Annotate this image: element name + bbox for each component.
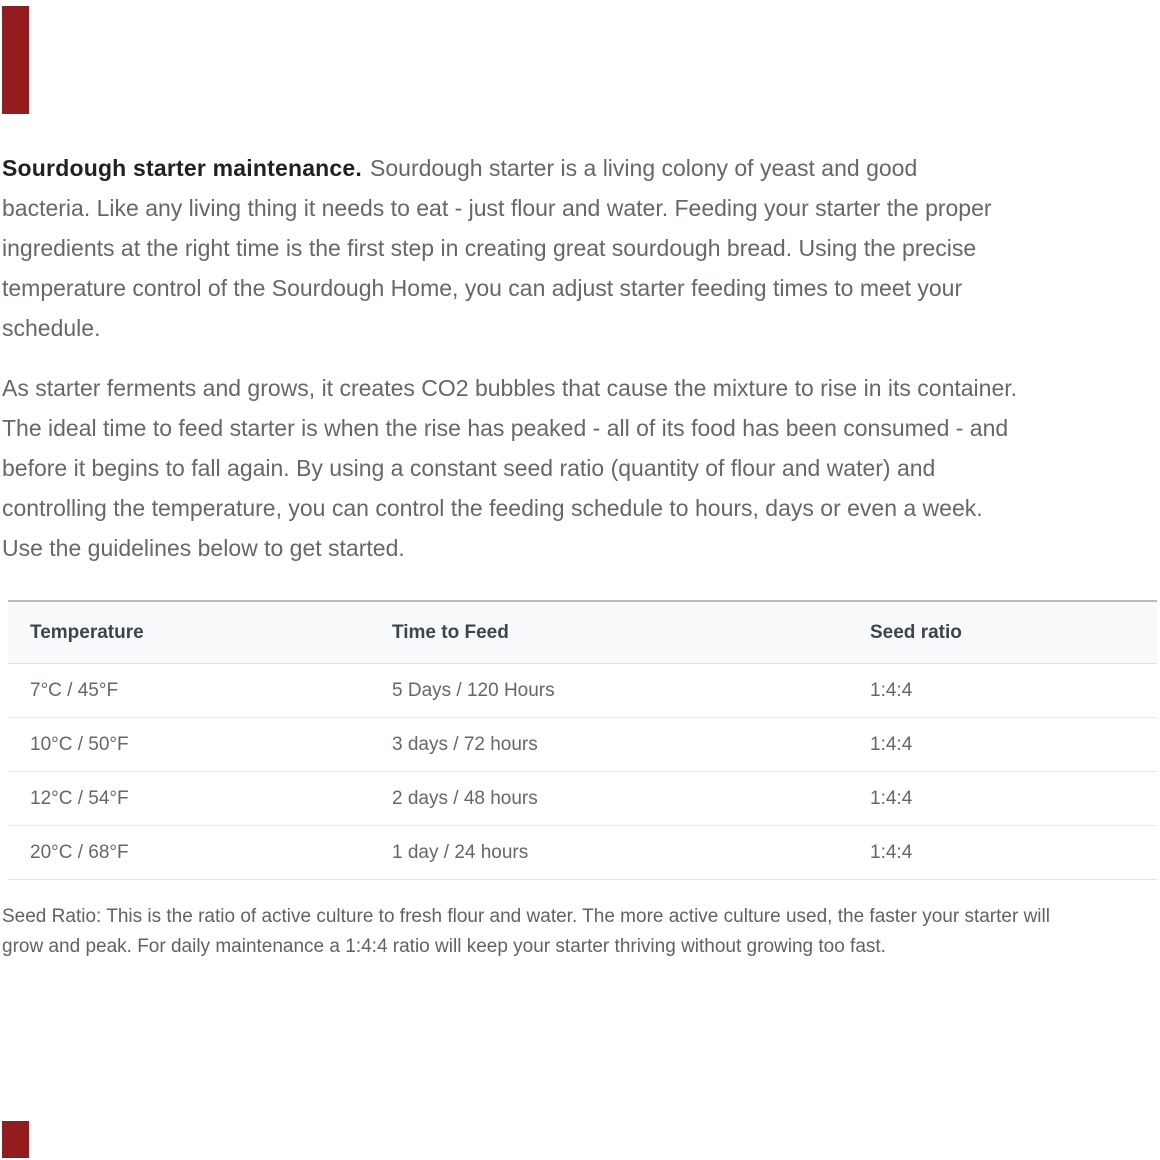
cell-seed-ratio: 1:4:4 <box>848 826 1157 880</box>
column-header-seed-ratio: Seed ratio <box>848 601 1157 664</box>
column-header-temperature: Temperature <box>8 601 370 664</box>
table-row <box>8 826 1157 880</box>
intro-line-2: bacteria. Like any living thing it needs to eat - just flour and water. Feeding your starter the proper <box>2 195 992 221</box>
cell-seed-ratio: 1:4:4 <box>848 772 1157 826</box>
cell-temperature: 7°C / 45°F <box>30 680 119 701</box>
intro-line-3: ingredients at the right time is the first step in creating great sourdough bread. Using the precise <box>2 235 977 261</box>
cell-temperature: 10°C / 50°F <box>8 718 370 772</box>
table-row <box>8 664 1157 718</box>
left-edge-marker-top <box>2 6 29 114</box>
intro-line-4: temperature control of the Sourdough Home, you can adjust starter feeding times to meet your <box>2 275 963 301</box>
column-header-time-to-feed: Time to Feed <box>370 601 848 664</box>
fermentation-line-2: The ideal time to feed starter is when the rise has peaked - all of its food has been consumed - and <box>2 415 1009 441</box>
fermentation-line-1: As starter ferments and grows, it creates CO2 bubbles that cause the mixture to rise in its container. <box>2 375 1018 401</box>
cell-seed-ratio: 1:4:4 <box>870 680 913 701</box>
note-line-2: grow and peak. For daily maintenance a 1:4:4 ratio will keep your starter thriving without growing too fast. <box>2 936 886 957</box>
cell-time-to-feed: 3 days / 72 hours <box>370 718 848 772</box>
cell-temperature: 20°C / 68°F <box>8 826 370 880</box>
cell-seed-ratio: 1:4:4 <box>848 718 1157 772</box>
intro-line-1 <box>2 148 1158 188</box>
fermentation-paragraph <box>2 368 1158 568</box>
table-row <box>8 718 1157 772</box>
cell-time-to-feed: 1 day / 24 hours <box>370 826 848 880</box>
article-body <box>2 148 1158 962</box>
intro-paragraph <box>2 148 1158 348</box>
cell-time-to-feed: 2 days / 48 hours <box>370 772 848 826</box>
cell-time-to-feed: 5 Days / 120 Hours <box>392 680 555 701</box>
note-line-1: Seed Ratio: This is the ratio of active culture to fresh flour and water. The more active culture used, the faster your starter will <box>2 906 1050 927</box>
seed-ratio-note <box>2 902 1158 962</box>
table-header-row <box>8 601 1157 664</box>
cell-temperature: 12°C / 54°F <box>8 772 370 826</box>
fermentation-line-3: before it begins to fall again. By using a constant seed ratio (quantity of flour and water) and <box>2 455 936 481</box>
page-title: Sourdough starter maintenance. <box>2 155 363 181</box>
intro-line-1-text: Sourdough starter is a living colony of yeast and good <box>370 155 918 181</box>
fermentation-line-5: Use the guidelines below to get started. <box>2 535 405 561</box>
fermentation-line-4: controlling the temperature, you can control the feeding schedule to hours, days or even a week. <box>2 495 983 521</box>
left-edge-marker-bottom <box>2 1121 29 1158</box>
feeding-schedule-table <box>8 600 1157 880</box>
intro-line-5: schedule. <box>2 315 101 341</box>
table-row <box>8 772 1157 826</box>
